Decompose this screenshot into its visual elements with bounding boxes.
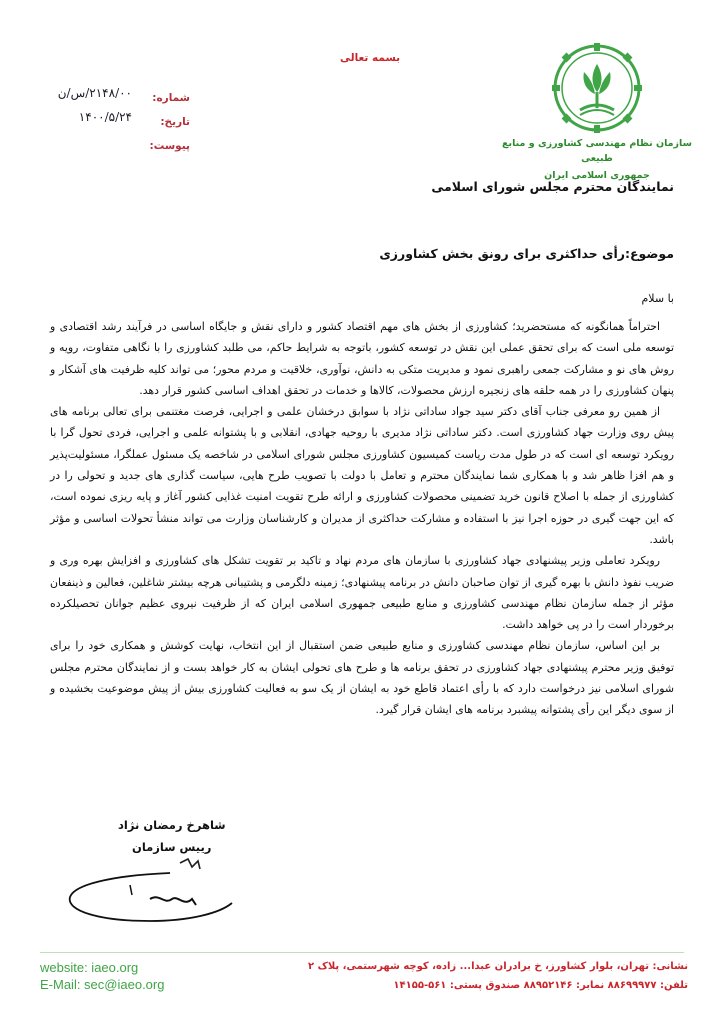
footer-address: نشانی: تهران، بلوار کشاورز، خ برادران عبدا... زاده، کوچه شهرستمی، پلاک ۲ [308, 961, 688, 972]
organization-country: جمهوری اسلامی ایران [544, 170, 650, 181]
body-paragraph: بر این اساس، سازمان نظام مهندسی کشاورزی و منابع طبیعی ضمن استقبال از این انتخاب، نهایت کوشش و همکاری خود را برای توفیق وزیر محترم پیشنهادی جهاد کشاورزی در تحقق برنامه ها و طرح های تحولی ایشان به کار خواهد بست و از نمایندگان محترم مجلس شورای اسلامی نیز درخواست دارد که با رأی اعتماد قاطع خود به ایشان از یک سو به فعالیت کشاورزی بیش از پیش موضوعیت بخشیده و از سوی دیگر این رأی پشتوانه پیشبرد برنامه های ایشان قرار گیرد. [50, 639, 674, 717]
letter-number: ۲۱۴۸/۰۰/س/ن [57, 86, 132, 100]
website-link[interactable]: website: iaeo.org [40, 960, 139, 975]
footer-divider [40, 952, 684, 953]
attachment-row [60, 140, 190, 164]
letter-body [50, 316, 674, 721]
signatory-name: شاهرخ رمضان نژاد [118, 818, 226, 832]
email-link[interactable]: E-Mail: sec@iaeo.org [40, 977, 165, 992]
letter-meta [57, 86, 190, 164]
letter-date: ۱۴۰۰/۵/۲۴ [78, 110, 132, 124]
date-label: تاریخ: [160, 116, 190, 128]
letter-recipient: نمایندگان محترم مجلس شورای اسلامی [431, 179, 674, 194]
letter-date-row [60, 110, 190, 140]
bismillah-heading: بسمه تعالی [340, 52, 401, 64]
attachment-label: پیوست: [149, 140, 190, 152]
body-paragraph: از همین رو معرفی جناب آقای دکتر سید جواد ساداتی نژاد با سوابق درخشان علمی و اجرایی، فرصت مغتنمی برای تعالی برنامه های پیش روی وزارت جهاد کشاورزی است. دکتر ساداتی نژاد مدیری با روحیه جهادی، انقلابی و با پشتوانه علمی و اجرایی، فردی تحول گرا با رویکرد توسعه ای است که در طول مدت ریاست کمیسیون کشاورزی مجلس شورای اسلامی در شاخصه یک مسئول عملگرا، مسئولیت‌پذیر و هم افزا ظاهر شد و با همکاری شما نمایندگان محترم و تعامل با دولت با تصویب طرح هایی، سیاست گذاری های جدید و تحولی را در کشاورزی از جمله با اصلاح قانون خرید تضمینی محصولات کشاورزی و ارائه طرح تقویت امنیت غذایی کشور آغاز و پایه ریزی نموده است، که این جهت گیری در حوزه اجرا نیز با استفاده و مشارکت حداکثری از مدیران و کارشناسان وزارت می تواند منشأ تحولات اساسی و مؤثر باشد. [50, 405, 674, 546]
handwritten-signature [60, 855, 250, 935]
organization-emblem [548, 42, 646, 134]
organization-name: سازمان نظام مهندسی کشاورزی و منابع طبیعی [502, 138, 692, 164]
body-paragraph: احتراماً همانگونه که مستحضرید؛ کشاورزی از بخش های مهم اقتصاد کشور و دارای نقش و جایگاه اساسی در فرآیند رشد اقتصادی و توسعه ملی است که برای تحقق عملی این نقش در توسعه کشور، باتوجه به شرایط حاکم، می طلبد کشاورزی را با نگاهی متفاوت، رویه و روش های نو و مشارکت جمعی راهبری نمود و مدیریت متکی به دانش، نوآوری، خلاقیت و مردم محور؛ می تواند کلیه ظرفیت های آشکار و پنهان کشاورزی را در همه حلقه های زنجیره ارزش محصولات، کالاها و خدمات در تحقق اهداف اساسی کشور قرار دهد. [50, 320, 674, 397]
organization-logo-block [492, 42, 702, 183]
letter-subject: موضوع:رأی حداکثری برای رونق بخش کشاورزی [379, 246, 674, 261]
body-paragraph: رویکرد تعاملی وزیر پیشنهادی جهاد کشاورزی با سازمان های مردم نهاد و تاکید بر تقویت تشکل های کشاورزی و افزایش بهره وری و ضریب نفوذ دانش با بهره گیری از توان صاحبان دانش در برنامه پیشنهادی؛ زمینه دلگرمی و پشتیبانی هرچه بیشتر شاغلین، فعالین و ذینفعان مؤثر از جمله سازمان نظام مهندسی کشاورزی و منابع طبیعی جمهوری اسلامی ایران که از ظرفیت نیروی عظیم جوانان تحصیلکرده برخوردار است را در پی خواهد داشت. [50, 554, 674, 632]
signatory-title: رییس سازمان [132, 840, 212, 854]
footer-contacts: تلفن: ۸۸۶۹۹۹۷۷ نمابر: ۸۸۹۵۲۱۴۶ صندوق پستی: ۵۶۱-۱۴۱۵۵ [393, 980, 688, 991]
number-label: شماره: [152, 92, 190, 104]
letter-greeting: با سلام [641, 292, 674, 305]
